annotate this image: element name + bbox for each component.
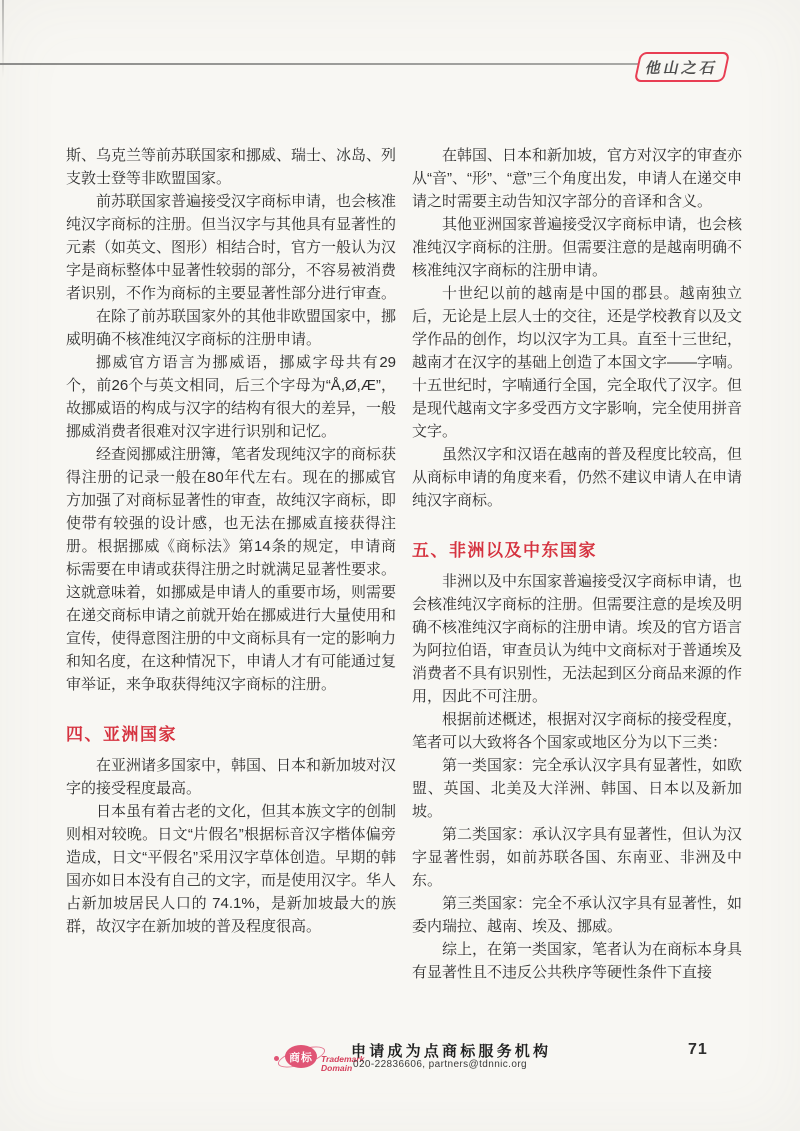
header-rule [0,63,638,65]
paragraph: 第三类国家：完全不承认汉字具有显著性，如委内瑞拉、越南、埃及、挪威。 [412,895,743,935]
paragraph: 前苏联国家普遍接受汉字商标申请，也会核准纯汉字商标的注册。但当汉字与其他具有显著性的元素（如英文、图形）相结合时，官方一般认为汉字是商标整体中显著性较弱的部分，不容易被消费者识别，不作为商标的主要显著性部分进行审查。 [66,193,397,302]
paragraph: 斯、乌克兰等前苏联国家和挪威、瑞士、冰岛、列支敦士登等非欧盟国家。 [66,147,397,187]
paragraph: 经查阅挪威注册簿，笔者发现纯汉字的商标获得注册的记录一般在80年代左右。现在的挪威官方加强了对商标显著性的审查，故纯汉字商标，即使带有较强的设计感，也无法在挪威直接获得注册。根据挪威《商标法》第14条的规定，申请商标需要在申请或获得注册之时就满足显著性要求。这就意味着，如挪威是申请人的重要市场，则需要在递交商标申请之前就开始在挪威进行大量使用和宣传，使得意图注册的中文商标具有一定的影响力和知名度，在这种情况下，申请人才有可能通过复审举证，来争取获得纯汉字商标的注册。 [66,446,397,693]
paragraph: 十世纪以前的越南是中国的郡县。越南独立后，无论是上层人士的交往，还是学校教育以及文学作品的创作，均以汉字为工具。直至十三世纪，越南才在汉字的基础上创造了本国文字——字喃。十五世纪时，字喃通行全国，完全取代了汉字。但是现代越南文字多受西方文字影响，完全使用拼音文字。 [412,285,743,440]
section-tag-label: 他山之石 [643,59,720,77]
paragraph: 第二类国家：承认汉字具有显著性，但认为汉字显著性弱，如前苏联各国、东南亚、非洲及中东。 [412,826,743,889]
footer-contact-info: 020-22836606, partners@tdnnic.org [353,1059,528,1070]
paragraph: 在韩国、日本和新加坡，官方对汉字的审查亦从“音”、“形”、“意”三个角度出发，申请人在递交申请之时需要主动告知汉字部分的音译和含义。 [412,147,743,210]
trademark-domain-logo [276,1042,365,1078]
logo-wordmark-line2: Domain [321,1063,353,1073]
paragraph: 虽然汉字和汉语在越南的普及程度比较高，但从商标申请的角度来看，仍然不建议申请人在申请纯汉字商标。 [412,446,743,509]
left-column [66,144,396,984]
paragraph: 其他亚洲国家普遍接受汉字商标申请，也会核准纯汉字商标的注册。但需要注意的是越南明确不核准纯汉字商标的注册申请。 [412,216,743,279]
logo-wordmark-line1: Trademark [321,1054,365,1064]
section-tag-box [634,52,730,82]
section-heading: 五、非洲以及中东国家 [412,541,597,560]
paragraph: 非洲以及中东国家普遍接受汉字商标申请，也会核准纯汉字商标的注册。但需要注意的是埃及明确不核准纯汉字商标的注册申请。埃及的官方语言为阿拉伯语，审查员认为纯中文商标对于普通埃及消费者不具有识别性，无法起到区分商品来源的作用，因此不可注册。 [412,573,743,705]
paragraph: 日本虽有着古老的文化，但其本族文字的创制则相对较晚。日文“片假名”根据标音汉字楷体偏旁造成，日文“平假名”采用汉字草体创造。早期的韩国亦如日本没有自己的文字，而是使用汉字。华人占新加坡居民人口的 74.1%，是新加坡最大的族群，故汉字在新加坡的普及程度很高。 [66,803,397,935]
paragraph: 在亚洲诸多国家中，韩国、日本和新加坡对汉字的接受程度最高。 [66,757,397,797]
logo-mark-icon: 商标 [285,1045,317,1068]
paragraph: 在除了前苏联国家外的其他非欧盟国家中，挪威明确不核准纯汉字商标的注册申请。 [66,308,397,348]
paragraph: 综上，在第一类国家，笔者认为在商标本身具有显著性且不违反公共秩序等硬性条件下直接 [412,941,743,981]
right-column [412,144,742,984]
footer-organization-text: 申请成为点商标服务机构 [351,1043,552,1060]
paragraph: 第一类国家：完全承认汉字具有显著性，如欧盟、英国、北美及大洋洲、韩国、日本以及新加坡。 [412,757,743,820]
paragraph: 挪威官方语言为挪威语，挪威字母共有29个，前26个与英文相同，后三个字母为“Å,Ø,Æ”，故挪威语的构成与汉字的结构有很大的差异，一般挪威消费者很难对汉字进行识别和记忆。 [66,354,397,440]
paragraph: 根据前述概述，根据对汉字商标的接受程度，笔者可以大致将各个国家或地区分为以下三类： [412,711,743,751]
article-body [66,144,742,984]
page-number: 71 [688,1041,708,1058]
scan-edge-shadow [2,0,4,78]
section-heading: 四、亚洲国家 [66,725,177,744]
